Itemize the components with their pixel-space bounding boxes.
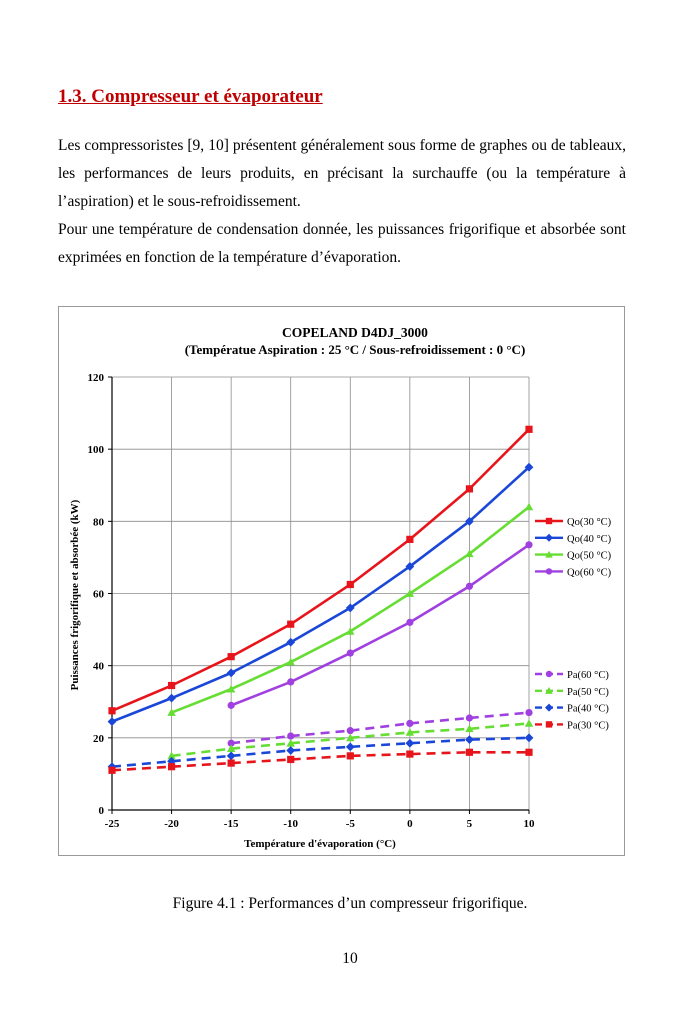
data-point bbox=[406, 720, 413, 727]
data-point bbox=[525, 709, 532, 716]
data-point bbox=[347, 727, 354, 734]
legend-marker bbox=[546, 671, 552, 677]
data-point bbox=[228, 653, 235, 660]
chart-frame bbox=[58, 306, 625, 856]
series-qo-30-c bbox=[108, 426, 532, 715]
data-point bbox=[406, 619, 413, 626]
section-heading: 1.3. Compresseur et évaporateur bbox=[58, 86, 323, 107]
data-point bbox=[108, 707, 115, 714]
y-tick-label: 60 bbox=[93, 588, 104, 601]
legend-item bbox=[535, 720, 609, 731]
x-tick-label: -15 bbox=[223, 818, 239, 830]
series-line bbox=[231, 713, 529, 744]
data-point bbox=[287, 621, 294, 628]
chart-tick-labels bbox=[88, 372, 536, 830]
x-axis-label: Température d'évaporation (°C) bbox=[244, 838, 396, 850]
data-point bbox=[525, 749, 532, 756]
x-tick-label: 10 bbox=[523, 818, 535, 830]
series-line bbox=[231, 545, 529, 706]
y-tick-label: 0 bbox=[98, 805, 104, 817]
data-point bbox=[406, 536, 413, 543]
legend-marker bbox=[546, 568, 552, 574]
data-point bbox=[167, 694, 176, 703]
paragraph-2: Pour une température de condensation donnée, les puissances frigorifique et absorbée sont exprimées en fonction de la température d’évaporation. bbox=[58, 221, 626, 266]
chart-subtitle: (Températue Aspiration : 25 °C / Sous-refroidissement : 0 °C) bbox=[184, 342, 526, 357]
legend-marker bbox=[545, 534, 553, 542]
legend-label: Qo(30 °C) bbox=[567, 517, 612, 528]
data-point bbox=[287, 678, 294, 685]
data-point bbox=[347, 581, 354, 588]
legend-item bbox=[535, 551, 612, 562]
chart-title: COPELAND D4DJ_3000 bbox=[282, 325, 428, 340]
legend-label: Pa(50 °C) bbox=[567, 686, 609, 698]
data-point bbox=[108, 767, 115, 774]
data-point bbox=[287, 756, 294, 763]
data-point bbox=[168, 682, 175, 689]
chart-axes bbox=[108, 377, 529, 814]
legend-label: Qo(40 °C) bbox=[567, 533, 612, 545]
data-point bbox=[525, 426, 532, 433]
y-tick-label: 80 bbox=[93, 516, 104, 529]
legend-label: Pa(60 °C) bbox=[567, 670, 609, 681]
legend-item bbox=[535, 534, 612, 545]
data-point bbox=[466, 583, 473, 590]
data-point bbox=[466, 714, 473, 721]
data-point bbox=[466, 749, 473, 756]
data-point bbox=[227, 751, 236, 760]
data-point bbox=[525, 719, 533, 727]
x-tick-label: -25 bbox=[104, 818, 120, 830]
legend-label: Qo(50 °C) bbox=[567, 550, 612, 562]
legend-item bbox=[535, 567, 612, 578]
data-point bbox=[168, 763, 175, 770]
legend-marker bbox=[545, 704, 553, 712]
legend-item bbox=[535, 670, 609, 681]
data-point bbox=[347, 752, 354, 759]
chart-grid bbox=[112, 377, 529, 810]
x-tick-label: -5 bbox=[345, 818, 355, 830]
data-point bbox=[405, 739, 414, 748]
x-tick-label: -20 bbox=[164, 818, 179, 830]
data-point bbox=[525, 541, 532, 548]
page-number: 10 bbox=[342, 950, 358, 967]
data-point bbox=[228, 759, 235, 766]
paragraph-1: Les compressoristes [9, 10] présentent généralement sous forme de graphes ou de tableaux, les performances de leurs produits, en précisant la surchauffe (ou la température à l’aspiration) et le sous-refroidissement. bbox=[58, 137, 626, 210]
data-point bbox=[525, 503, 533, 511]
data-point bbox=[525, 733, 534, 742]
legend-marker bbox=[546, 518, 552, 524]
data-point bbox=[346, 742, 355, 751]
series-qo-60-c bbox=[228, 541, 533, 709]
data-point bbox=[108, 717, 117, 726]
data-point bbox=[287, 732, 294, 739]
figure-caption: Figure 4.1 : Performances d’un compresseur frigorifique. bbox=[172, 895, 528, 912]
x-tick-label: -10 bbox=[283, 818, 299, 830]
legend-label: Qo(60 °C) bbox=[567, 567, 612, 579]
y-tick-label: 40 bbox=[93, 660, 104, 673]
data-point bbox=[286, 746, 295, 755]
y-tick-label: 120 bbox=[87, 372, 104, 384]
legend-item bbox=[535, 687, 609, 698]
legend-label: Pa(30 °C) bbox=[567, 720, 609, 732]
legend-item bbox=[535, 517, 612, 528]
chart-legend bbox=[535, 517, 612, 731]
legend-marker bbox=[546, 721, 552, 727]
data-point bbox=[228, 702, 235, 709]
y-tick-label: 20 bbox=[93, 732, 104, 745]
data-point bbox=[347, 649, 354, 656]
legend-item bbox=[535, 704, 609, 715]
data-point bbox=[406, 750, 413, 757]
performance-chart bbox=[59, 307, 626, 857]
legend-label: Pa(40 °C) bbox=[567, 703, 609, 715]
data-point bbox=[466, 485, 473, 492]
data-point bbox=[465, 735, 474, 744]
x-tick-label: 0 bbox=[407, 818, 413, 830]
y-axis-label: Puissances frigorifique et absorbée (kW) bbox=[69, 499, 81, 691]
data-point bbox=[227, 668, 236, 677]
x-tick-label: 5 bbox=[466, 818, 473, 830]
y-tick-label: 100 bbox=[87, 444, 104, 457]
